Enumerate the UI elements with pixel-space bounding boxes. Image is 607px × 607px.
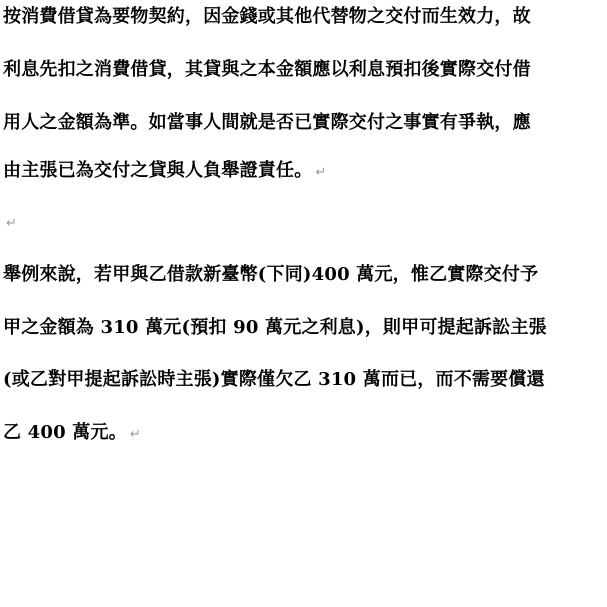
line-text: 按消費借貸為要物契約，因金錢或其他代替物之交付而生效力，故 [3,6,531,27]
line-text: 舉例來說，若甲與乙借款新臺幣(下同)400 萬元，惟乙實際交付予 [3,264,539,285]
line-text: (或乙對甲提起訴訟時主張)實際僅欠乙 310 萬而已，而不需要償還 [3,369,545,390]
paragraph-mark-icon: ↵ [315,165,327,180]
empty-line [3,210,603,236]
text-line [3,263,603,287]
text-line [3,368,603,392]
text-line [3,316,603,340]
text-line [3,159,603,185]
text-line [3,111,603,135]
line-text: 乙 400 萬元。 [3,422,127,443]
line-text: 由主張已為交付之貸與人負舉證責任。 [3,160,313,181]
text-line [3,421,603,447]
paragraph-mark-icon: ↵ [129,427,141,442]
text-line [3,58,603,82]
paragraph-mark-icon: ↵ [6,216,18,231]
line-text: 用人之金額為準。如當事人間就是否已實際交付之事實有爭執，應 [3,112,531,133]
line-text: 利息先扣之消費借貸，其貸與之本金額應以利息預扣後實際交付借 [3,59,531,80]
line-text: 甲之金額為 310 萬元(預扣 90 萬元之利息)，則甲可提起訴訟主張 [3,317,547,338]
text-line [3,5,603,29]
